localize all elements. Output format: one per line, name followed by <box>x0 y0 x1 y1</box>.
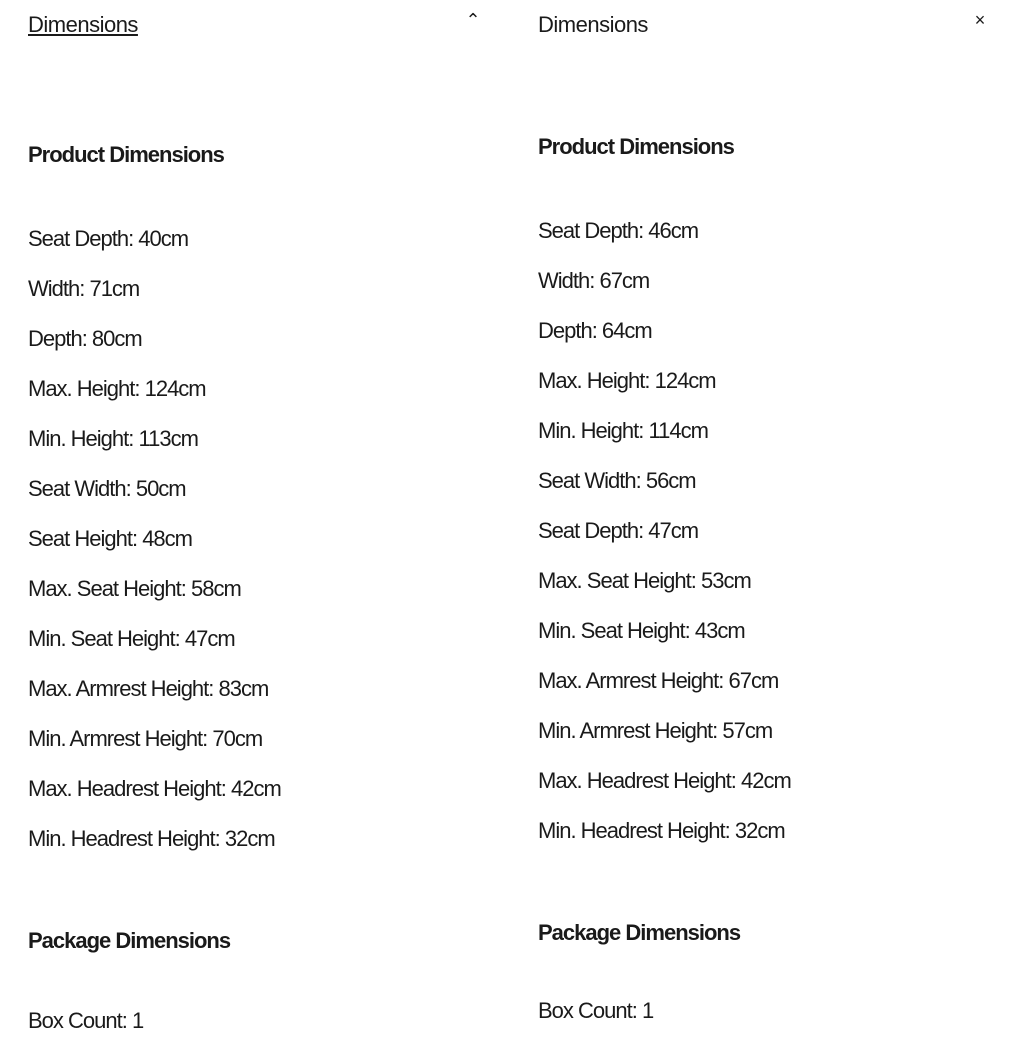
spec-row: Box Count: 1 <box>538 998 654 1023</box>
spec-list <box>28 214 488 864</box>
spec-row: Seat Height: 48cm <box>28 526 192 551</box>
spec-row: Max. Armrest Height: 83cm <box>28 676 269 701</box>
spec-row: Max. Seat Height: 58cm <box>28 576 241 601</box>
panel-header <box>28 0 488 50</box>
spec-row: Max. Seat Height: 53cm <box>538 568 751 593</box>
section-heading: Product Dimensions <box>28 142 224 167</box>
spec-row: Width: 71cm <box>28 276 140 301</box>
section-heading: Product Dimensions <box>538 134 734 159</box>
product-dimensions-section <box>538 134 998 856</box>
spec-list <box>538 206 998 856</box>
panel-title[interactable]: Dimensions <box>28 12 138 37</box>
spec-row: Width: 67cm <box>538 268 650 293</box>
chevron-up-icon[interactable]: ⌃ <box>465 9 481 30</box>
spec-row: Min. Height: 113cm <box>28 426 198 451</box>
spec-row: Max. Armrest Height: 67cm <box>538 668 779 693</box>
spec-row: Seat Width: 56cm <box>538 468 696 493</box>
spec-row: Min. Height: 114cm <box>538 418 708 443</box>
spec-row: Min. Seat Height: 47cm <box>28 626 235 651</box>
spec-row: Depth: 80cm <box>28 326 142 351</box>
spec-row: Seat Depth: 40cm <box>28 226 189 251</box>
spec-row: Seat Depth: 47cm <box>538 518 699 543</box>
spec-row: Max. Height: 124cm <box>28 376 206 401</box>
spec-row: Min. Seat Height: 43cm <box>538 618 745 643</box>
spec-row: Depth: 64cm <box>538 318 652 343</box>
spec-row: Min. Armrest Height: 57cm <box>538 718 773 743</box>
spec-row: Min. Headrest Height: 32cm <box>538 818 785 843</box>
spec-row: Seat Depth: 46cm <box>538 218 699 243</box>
panel-header <box>538 0 998 50</box>
package-dimensions-section <box>28 928 488 1046</box>
section-heading: Package Dimensions <box>538 920 741 945</box>
spec-row: Min. Headrest Height: 32cm <box>28 826 275 851</box>
spec-row: Max. Height: 124cm <box>538 368 716 393</box>
panel-title: Dimensions <box>538 12 648 37</box>
section-heading: Package Dimensions <box>28 928 231 953</box>
spec-row: Max. Headrest Height: 42cm <box>538 768 791 793</box>
spec-list <box>538 986 998 1036</box>
dimensions-panel-right <box>538 0 998 1024</box>
spec-row: Box Count: 1 <box>28 1008 144 1033</box>
spec-row: Seat Width: 50cm <box>28 476 186 501</box>
spec-list <box>28 996 488 1046</box>
spec-row: Max. Headrest Height: 42cm <box>28 776 281 801</box>
package-dimensions-section <box>538 920 998 1036</box>
dimensions-panel-left <box>28 0 488 1033</box>
spec-row: Min. Armrest Height: 70cm <box>28 726 263 751</box>
close-icon[interactable]: × <box>974 9 986 30</box>
product-dimensions-section <box>28 142 488 864</box>
